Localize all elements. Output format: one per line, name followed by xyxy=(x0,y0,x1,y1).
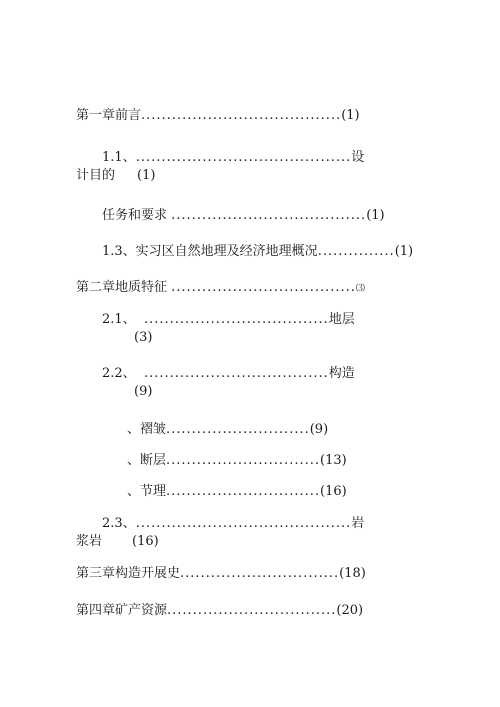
toc-leader-dots: .................................... xyxy=(143,366,329,381)
toc-entry-title: 第二章地质特征 xyxy=(76,280,168,295)
toc-entry-chapter-3[interactable] xyxy=(76,566,366,582)
toc-leader-dots: .............................. xyxy=(166,484,320,499)
toc-entry-chapter-2[interactable] xyxy=(76,280,365,297)
toc-entry-title: 2.1、 xyxy=(102,312,136,327)
toc-entry-chapter-4[interactable] xyxy=(76,603,363,619)
toc-entry-title-tail: 岩 xyxy=(351,516,365,531)
toc-page-number: (3) xyxy=(134,330,153,345)
toc-entry-title: 1.1、 xyxy=(102,150,136,165)
toc-entry-2-2-page xyxy=(134,384,152,400)
toc-leader-dots: .......................................... xyxy=(135,516,352,531)
toc-page-number: (9) xyxy=(134,384,153,399)
toc-leader-dots: .......................................... xyxy=(135,150,352,165)
toc-entry-tasks[interactable] xyxy=(102,208,385,224)
toc-entry-1-1-continued xyxy=(76,168,155,184)
toc-entry-title-tail: 地层 xyxy=(328,312,355,327)
toc-page-number: (20) xyxy=(336,603,364,618)
toc-entry-2-1-page xyxy=(134,330,152,346)
toc-page-number: ⑶ xyxy=(355,284,365,294)
toc-leader-dots: ............... xyxy=(317,244,395,259)
toc-leader-dots: .................................... xyxy=(171,280,356,295)
toc-entry-2-3[interactable] xyxy=(102,516,364,532)
toc-entry-2-1[interactable] xyxy=(102,312,355,328)
toc-entry-title: 1.3、实习区自然地理及经济地理概况 xyxy=(102,244,318,259)
toc-leader-dots: .............................. xyxy=(166,453,320,468)
toc-page-number: (1) xyxy=(394,244,414,259)
toc-page-number: (1) xyxy=(137,168,156,183)
toc-page-number: (16) xyxy=(132,534,159,549)
toc-leader-dots: ...................................... xyxy=(171,208,367,223)
toc-page-number: (16) xyxy=(320,484,347,499)
toc-entry-title: 、褶皱 xyxy=(127,422,167,437)
toc-entry-1-3[interactable] xyxy=(102,244,413,260)
toc-entry-title: 任务和要求 xyxy=(102,208,168,223)
toc-leader-dots: .................................... xyxy=(143,312,329,327)
toc-entry-title-continued: 计目的 xyxy=(76,168,116,183)
toc-entry-title: 2.2、 xyxy=(102,366,136,381)
toc-page-number: (9) xyxy=(309,422,329,437)
toc-entry-title: 、节理 xyxy=(127,484,167,499)
toc-entry-title: 第一章前言 xyxy=(76,108,142,123)
toc-page-number: (1) xyxy=(366,208,385,223)
toc-entry-title: 第三章构造开展史 xyxy=(76,566,181,581)
toc-entry-joints[interactable] xyxy=(127,484,347,500)
toc-entry-1-1[interactable] xyxy=(102,150,364,166)
toc-entry-title-tail: 构造 xyxy=(328,366,355,381)
toc-page-number: (18) xyxy=(339,566,366,581)
toc-entry-chapter-1[interactable] xyxy=(76,108,360,124)
toc-page-number: (1) xyxy=(341,108,360,123)
toc-entry-2-2[interactable] xyxy=(102,366,355,382)
toc-entry-title-tail: 设 xyxy=(351,150,365,165)
toc-entry-title: 、断层 xyxy=(127,453,167,468)
toc-entry-title-continued: 浆岩 xyxy=(76,534,103,549)
toc-entry-folds[interactable] xyxy=(127,422,328,438)
toc-page-number: (13) xyxy=(320,453,347,468)
toc-entry-title: 2.3、 xyxy=(102,516,136,531)
toc-leader-dots: ................................. xyxy=(167,603,337,618)
toc-entry-2-3-continued xyxy=(76,534,159,550)
toc-entry-faults[interactable] xyxy=(127,453,347,469)
toc-leader-dots: ............................ xyxy=(166,422,310,437)
toc-leader-dots: ............................... xyxy=(180,566,340,581)
toc-leader-dots: ....................................... xyxy=(141,108,342,123)
toc-entry-title: 第四章矿产资源 xyxy=(76,603,168,618)
